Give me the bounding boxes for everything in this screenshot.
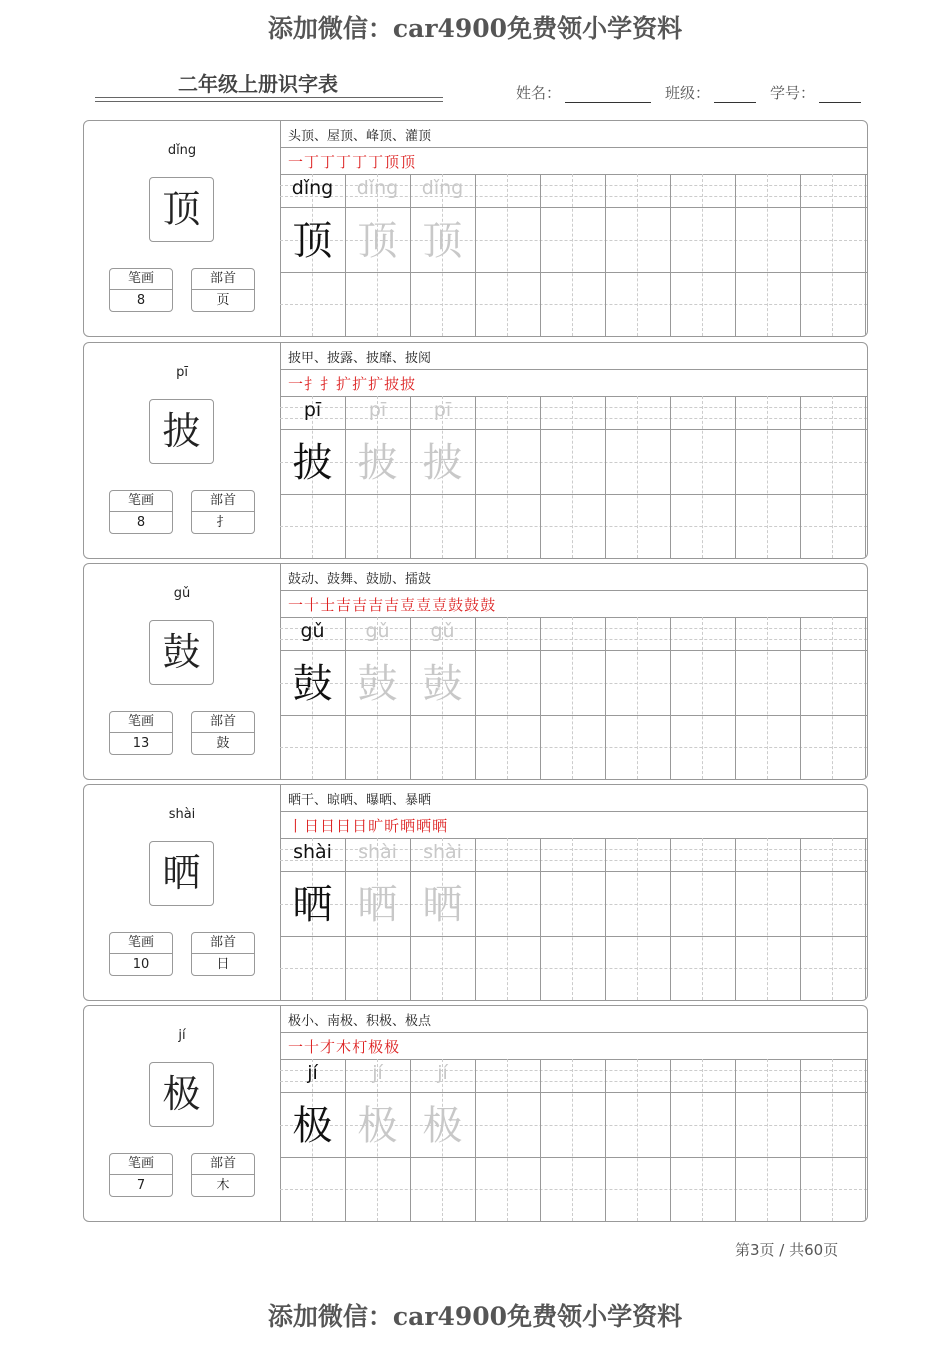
stroke-step: 才 — [320, 1038, 337, 1056]
stroke-step: 扩 — [336, 375, 353, 393]
stroke-count-box — [109, 268, 173, 312]
character-summary — [84, 121, 281, 336]
character-practice: 晒 — [422, 882, 463, 928]
practice-area — [280, 343, 867, 558]
stroke-count-value: 13 — [132, 736, 150, 751]
stroke-count-label: 笔画 — [110, 491, 172, 512]
stroke-step: 扌 — [304, 375, 321, 393]
grid-column-line — [735, 174, 736, 336]
radical-value: 扌 — [216, 515, 230, 530]
writing-grid[interactable] — [280, 838, 867, 1000]
guide-line — [767, 838, 768, 1000]
stroke-step: 丁 — [352, 153, 369, 171]
guide-line — [702, 1059, 703, 1221]
stroke-step: 鼓 — [480, 596, 497, 614]
guide-line — [280, 1189, 867, 1190]
grid-line — [280, 715, 867, 716]
stroke-step: 顶 — [400, 153, 417, 171]
grid-column-line — [670, 1059, 671, 1221]
writing-grid[interactable] — [280, 617, 867, 779]
pinyin-label: pī — [176, 365, 188, 380]
stroke-step: 吉 — [352, 596, 369, 614]
radical-value: 页 — [216, 293, 230, 308]
pinyin-label: dǐng — [167, 143, 197, 158]
pinyin-practice: dǐng — [291, 177, 334, 199]
grid-line — [280, 1157, 867, 1158]
grid-column-line — [735, 838, 736, 1000]
name-blank[interactable] — [565, 86, 651, 103]
grid-column-line — [865, 617, 866, 779]
writing-grid[interactable] — [280, 174, 867, 336]
character-summary — [84, 785, 281, 1000]
stroke-step: 顶 — [384, 153, 401, 171]
radical-label: 部首 — [192, 712, 254, 733]
character-box: 披 — [149, 399, 214, 464]
guide-line — [572, 174, 573, 336]
guide-line — [572, 1059, 573, 1221]
radical-value: 木 — [216, 1178, 230, 1193]
example-words: 披甲、披露、披靡、披阅 — [288, 351, 432, 366]
character-card — [83, 784, 868, 1001]
stroke-step: 丁 — [336, 153, 353, 171]
grid-column-line — [540, 1059, 541, 1221]
stroke-order — [288, 151, 416, 172]
grid-column-line — [800, 396, 801, 558]
stroke-count-box — [109, 490, 173, 534]
grid-column-line — [800, 838, 801, 1000]
grid-column-line — [670, 174, 671, 336]
pinyin-label: shài — [168, 807, 196, 822]
grid-column-line — [605, 1059, 606, 1221]
guide-line — [507, 174, 508, 336]
practice-area — [280, 1006, 867, 1221]
guide-line — [637, 1059, 638, 1221]
stroke-step: 丁 — [368, 153, 385, 171]
stroke-step: 壴 — [432, 596, 449, 614]
guide-line — [507, 838, 508, 1000]
radical-value: 日 — [216, 957, 230, 972]
stroke-step: 十 — [304, 1038, 321, 1056]
character-summary — [84, 564, 281, 779]
grid-column-line — [865, 174, 866, 336]
row-divider — [280, 590, 867, 591]
grid-line — [280, 272, 867, 273]
stroke-step: 晒 — [416, 817, 433, 835]
character-practice: 顶 — [292, 218, 333, 264]
guide-line — [637, 838, 638, 1000]
pinyin-practice: pī — [303, 399, 322, 421]
grid-line — [280, 871, 867, 872]
guide-line — [767, 396, 768, 558]
stroke-step: 扩 — [368, 375, 385, 393]
stroke-step: 扌 — [320, 375, 337, 393]
stroke-count-value: 8 — [136, 515, 146, 530]
stroke-step: 鼓 — [464, 596, 481, 614]
stroke-count-value: 8 — [136, 293, 146, 308]
stroke-step: 日 — [336, 817, 353, 835]
stroke-step: 丁 — [320, 153, 337, 171]
character-summary — [84, 343, 281, 558]
guide-line — [572, 617, 573, 779]
character-practice: 顶 — [357, 218, 398, 264]
radical-box — [191, 268, 255, 312]
stroke-step: 披 — [400, 375, 417, 393]
radical-box — [191, 932, 255, 976]
grid-line — [280, 207, 867, 208]
guide-line — [637, 396, 638, 558]
title-underline — [95, 97, 443, 98]
grid-column-line — [475, 617, 476, 779]
class-field[interactable] — [665, 82, 756, 103]
guide-line — [507, 396, 508, 558]
grid-line — [280, 429, 867, 430]
row-divider — [280, 369, 867, 370]
example-words: 头顶、屋顶、峰顶、灌顶 — [288, 129, 432, 144]
grid-column-line — [670, 838, 671, 1000]
grid-column-line — [475, 1059, 476, 1221]
grid-column-line — [800, 174, 801, 336]
row-divider — [280, 1032, 867, 1033]
character-practice: 极 — [357, 1103, 398, 1149]
character-practice: 披 — [292, 440, 333, 486]
example-words: 晒干、晾晒、曝晒、暴晒 — [288, 793, 432, 808]
page-number: 第3页 / 共60页 — [735, 1241, 839, 1259]
row-divider — [280, 811, 867, 812]
pinyin-label: jí — [178, 1028, 186, 1043]
grid-column-line — [605, 617, 606, 779]
name-field[interactable] — [516, 82, 651, 103]
radical-box — [191, 1153, 255, 1197]
guide-line — [572, 838, 573, 1000]
guide-line — [507, 1059, 508, 1221]
guide-line — [637, 617, 638, 779]
stroke-count-label: 笔画 — [110, 933, 172, 954]
stroke-step: 旷 — [368, 817, 385, 835]
stroke-step: 木 — [336, 1038, 353, 1056]
character-box: 顶 — [149, 177, 214, 242]
grid-column-line — [475, 396, 476, 558]
stroke-count-label: 笔画 — [110, 712, 172, 733]
stroke-step: 一 — [288, 1038, 305, 1056]
character-practice: 鼓 — [292, 661, 333, 707]
practice-area — [280, 121, 867, 336]
grid-column-line — [735, 1059, 736, 1221]
grid-line — [280, 650, 867, 651]
stroke-step: 极 — [384, 1038, 401, 1056]
stroke-count-value: 7 — [136, 1178, 146, 1193]
character-card — [83, 120, 868, 337]
guide-line — [832, 396, 833, 558]
guide-line — [767, 1059, 768, 1221]
stroke-step: 士 — [320, 596, 337, 614]
row-divider — [280, 147, 867, 148]
guide-line — [832, 838, 833, 1000]
radical-value: 鼓 — [216, 736, 230, 751]
guide-line — [832, 1059, 833, 1221]
character-card — [83, 342, 868, 559]
grid-column-line — [540, 617, 541, 779]
stroke-step: 日 — [320, 817, 337, 835]
stroke-step: 丨 — [288, 817, 305, 835]
stroke-step: 扩 — [352, 375, 369, 393]
stroke-step: 日 — [352, 817, 369, 835]
radical-label: 部首 — [192, 933, 254, 954]
example-words: 极小、南极、积极、极点 — [288, 1014, 432, 1029]
top-banner: 添加微信：car4900免费领小学资料 — [267, 14, 683, 43]
character-box: 鼓 — [149, 620, 214, 685]
character-practice: 披 — [422, 440, 463, 486]
grid-column-line — [540, 174, 541, 336]
grid-column-line — [800, 617, 801, 779]
grid-line — [280, 936, 867, 937]
title-underline-2 — [95, 101, 443, 102]
guide-line — [832, 617, 833, 779]
guide-line — [637, 174, 638, 336]
stroke-step: 披 — [384, 375, 401, 393]
character-box: 极 — [149, 1062, 214, 1127]
pinyin-practice: gǔ — [430, 620, 455, 642]
guide-line — [702, 174, 703, 336]
character-card — [83, 563, 868, 780]
stroke-step: 朾 — [352, 1038, 369, 1056]
guide-line — [702, 617, 703, 779]
radical-box — [191, 490, 255, 534]
guide-line — [280, 968, 867, 969]
character-practice: 极 — [292, 1103, 333, 1149]
page-title: 二年级上册识字表 — [178, 72, 338, 96]
guide-line — [572, 396, 573, 558]
pinyin-label: gǔ — [173, 586, 191, 601]
radical-label: 部首 — [192, 491, 254, 512]
stroke-step: 一 — [288, 153, 305, 171]
stroke-step: 日 — [304, 817, 321, 835]
character-box: 晒 — [149, 841, 214, 906]
stroke-count-label: 笔画 — [110, 269, 172, 290]
grid-column-line — [670, 396, 671, 558]
guide-line — [280, 304, 867, 305]
guide-line — [280, 747, 867, 748]
pinyin-practice: jí — [307, 1062, 318, 1084]
grid-column-line — [865, 838, 866, 1000]
grid-column-line — [540, 396, 541, 558]
pinyin-practice: dǐng — [421, 177, 464, 199]
grid-line — [280, 1092, 867, 1093]
character-practice: 鼓 — [422, 661, 463, 707]
practice-area — [280, 785, 867, 1000]
writing-grid[interactable] — [280, 396, 867, 558]
guide-line — [767, 174, 768, 336]
grid-column-line — [735, 617, 736, 779]
grid-column-line — [670, 617, 671, 779]
guide-line — [507, 617, 508, 779]
grid-column-line — [605, 396, 606, 558]
pinyin-practice: gǔ — [365, 620, 390, 642]
character-practice: 晒 — [357, 882, 398, 928]
stroke-step: 鼓 — [448, 596, 465, 614]
number-blank[interactable] — [819, 86, 861, 103]
class-blank[interactable] — [714, 86, 756, 103]
grid-column-line — [475, 174, 476, 336]
stroke-step: 壴 — [400, 596, 417, 614]
stroke-count-box — [109, 1153, 173, 1197]
stroke-step: 壴 — [416, 596, 433, 614]
grid-column-line — [540, 838, 541, 1000]
bottom-banner: 添加微信：car4900免费领小学资料 — [267, 1302, 683, 1331]
pinyin-practice: shài — [293, 841, 332, 863]
character-practice: 披 — [357, 440, 398, 486]
stroke-count-box — [109, 932, 173, 976]
stroke-order — [288, 373, 416, 394]
stroke-order — [288, 1036, 400, 1057]
stroke-step: 吉 — [336, 596, 353, 614]
stroke-step: 吉 — [368, 596, 385, 614]
grid-column-line — [735, 396, 736, 558]
stroke-step: 昕 — [384, 817, 401, 835]
number-field[interactable] — [770, 82, 861, 103]
number-label: 学号： — [770, 84, 816, 102]
pinyin-practice: dǐng — [356, 177, 399, 199]
character-practice: 顶 — [422, 218, 463, 264]
stroke-step: 吉 — [384, 596, 401, 614]
pinyin-practice: shài — [423, 841, 462, 863]
grid-column-line — [865, 1059, 866, 1221]
grid-column-line — [475, 838, 476, 1000]
grid-line — [280, 494, 867, 495]
radical-box — [191, 711, 255, 755]
guide-line — [767, 617, 768, 779]
practice-area — [280, 564, 867, 779]
radical-label: 部首 — [192, 1154, 254, 1175]
example-words: 鼓动、鼓舞、鼓励、擂鼓 — [288, 572, 432, 587]
stroke-step: 一 — [288, 375, 305, 393]
grid-column-line — [865, 396, 866, 558]
radical-label: 部首 — [192, 269, 254, 290]
guide-line — [702, 838, 703, 1000]
character-practice: 晒 — [292, 882, 333, 928]
guide-line — [280, 526, 867, 527]
name-label: 姓名： — [516, 84, 562, 102]
stroke-order — [288, 815, 448, 836]
grid-column-line — [605, 174, 606, 336]
stroke-count-box — [109, 711, 173, 755]
stroke-step: 极 — [368, 1038, 385, 1056]
pinyin-practice: shài — [358, 841, 397, 863]
grid-column-line — [800, 1059, 801, 1221]
pinyin-practice: jí — [372, 1062, 383, 1084]
character-practice: 鼓 — [357, 661, 398, 707]
character-card — [83, 1005, 868, 1222]
grid-column-line — [605, 838, 606, 1000]
pinyin-practice: pī — [368, 399, 387, 421]
class-label: 班级： — [665, 84, 711, 102]
pinyin-practice: jí — [437, 1062, 448, 1084]
character-practice: 极 — [422, 1103, 463, 1149]
guide-line — [702, 396, 703, 558]
stroke-order — [288, 594, 496, 615]
stroke-step: 晒 — [432, 817, 449, 835]
stroke-count-label: 笔画 — [110, 1154, 172, 1175]
stroke-step: 十 — [304, 596, 321, 614]
stroke-step: 丁 — [304, 153, 321, 171]
stroke-count-value: 10 — [132, 957, 150, 972]
guide-line — [832, 174, 833, 336]
character-summary — [84, 1006, 281, 1221]
pinyin-practice: pī — [433, 399, 452, 421]
stroke-step: 晒 — [400, 817, 417, 835]
stroke-step: 一 — [288, 596, 305, 614]
writing-grid[interactable] — [280, 1059, 867, 1221]
pinyin-practice: gǔ — [300, 620, 325, 642]
